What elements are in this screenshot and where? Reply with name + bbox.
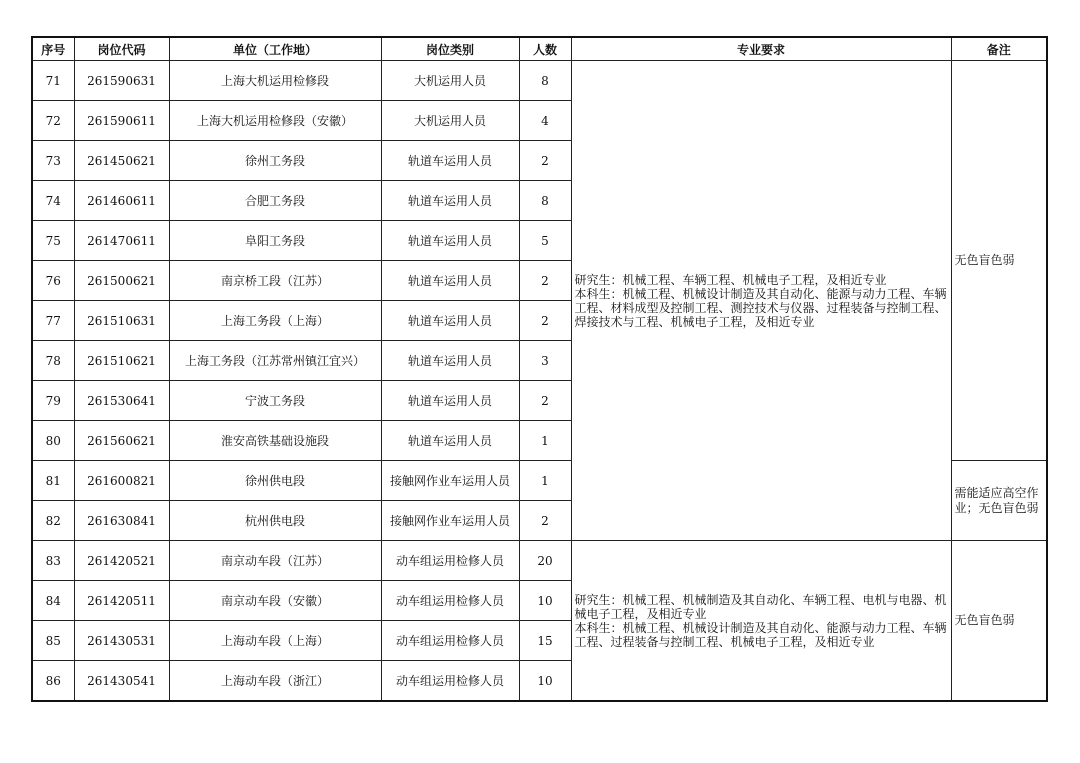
cell-category: 轨道车运用人员 [381, 421, 519, 461]
cell-code: 261600821 [74, 461, 169, 501]
cell-category: 轨道车运用人员 [381, 341, 519, 381]
cell-category: 动车组运用检修人员 [381, 661, 519, 702]
cell-unit: 宁波工务段 [169, 381, 381, 421]
cell-code: 261590631 [74, 61, 169, 101]
cell-seq: 83 [32, 541, 74, 581]
cell-code: 261510621 [74, 341, 169, 381]
cell-category: 轨道车运用人员 [381, 181, 519, 221]
cell-unit: 南京桥工段（江苏） [169, 261, 381, 301]
cell-seq: 77 [32, 301, 74, 341]
cell-category: 轨道车运用人员 [381, 301, 519, 341]
cell-unit: 南京动车段（安徽） [169, 581, 381, 621]
cell-seq: 82 [32, 501, 74, 541]
job-table-sheet [31, 36, 1048, 702]
cell-count: 15 [519, 621, 571, 661]
cell-seq: 76 [32, 261, 74, 301]
job-positions-table [31, 36, 1048, 702]
cell-category: 轨道车运用人员 [381, 141, 519, 181]
table-row [32, 541, 1047, 581]
cell-unit: 南京动车段（江苏） [169, 541, 381, 581]
cell-category: 轨道车运用人员 [381, 381, 519, 421]
table-row [32, 61, 1047, 101]
cell-count: 10 [519, 661, 571, 702]
requirements-group-2: 研究生：机械工程、机械制造及其自动化、车辆工程、电机与电器、机械电子工程，及相近专业 本科生：机械工程、机械设计制造及其自动化、能源与动力工程、车辆工程、过程装备与控制工程、机械电子工程，及相近专业 [571, 541, 951, 702]
cell-code: 261560621 [74, 421, 169, 461]
cell-seq: 75 [32, 221, 74, 261]
cell-code: 261470611 [74, 221, 169, 261]
header-code: 岗位代码 [74, 37, 169, 61]
cell-count: 2 [519, 301, 571, 341]
header-category: 岗位类别 [381, 37, 519, 61]
cell-code: 261450621 [74, 141, 169, 181]
cell-code: 261420511 [74, 581, 169, 621]
cell-category: 动车组运用检修人员 [381, 621, 519, 661]
cell-seq: 79 [32, 381, 74, 421]
cell-unit: 上海工务段（上海） [169, 301, 381, 341]
header-unit: 单位（工作地） [169, 37, 381, 61]
cell-category: 轨道车运用人员 [381, 261, 519, 301]
header-requirements: 专业要求 [571, 37, 951, 61]
cell-seq: 78 [32, 341, 74, 381]
cell-seq: 74 [32, 181, 74, 221]
remarks-group-1: 无色盲色弱 [951, 61, 1047, 461]
header-count: 人数 [519, 37, 571, 61]
cell-category: 大机运用人员 [381, 101, 519, 141]
cell-category: 接触网作业车运用人员 [381, 501, 519, 541]
cell-seq: 71 [32, 61, 74, 101]
cell-code: 261530641 [74, 381, 169, 421]
cell-category: 动车组运用检修人员 [381, 581, 519, 621]
cell-count: 3 [519, 341, 571, 381]
cell-count: 10 [519, 581, 571, 621]
cell-unit: 上海大机运用检修段（安徽） [169, 101, 381, 141]
cell-seq: 80 [32, 421, 74, 461]
cell-unit: 徐州工务段 [169, 141, 381, 181]
cell-count: 8 [519, 61, 571, 101]
cell-code: 261420521 [74, 541, 169, 581]
cell-count: 2 [519, 261, 571, 301]
header-row [32, 37, 1047, 61]
cell-category: 动车组运用检修人员 [381, 541, 519, 581]
cell-code: 261590611 [74, 101, 169, 141]
cell-unit: 淮安高铁基础设施段 [169, 421, 381, 461]
cell-unit: 杭州供电段 [169, 501, 381, 541]
remarks-group-3: 无色盲色弱 [951, 541, 1047, 702]
cell-category: 大机运用人员 [381, 61, 519, 101]
cell-code: 261510631 [74, 301, 169, 341]
cell-seq: 72 [32, 101, 74, 141]
cell-count: 1 [519, 461, 571, 501]
cell-category: 接触网作业车运用人员 [381, 461, 519, 501]
cell-unit: 阜阳工务段 [169, 221, 381, 261]
cell-count: 1 [519, 421, 571, 461]
cell-seq: 86 [32, 661, 74, 702]
requirements-group-1: 研究生：机械工程、车辆工程、机械电子工程，及相近专业 本科生：机械工程、机械设计制造及其自动化、能源与动力工程、车辆工程、材料成型及控制工程、测控技术与仪器、过程装备与控制工程、焊接技术与工程、机械电子工程，及相近专业 [571, 61, 951, 541]
cell-unit: 合肥工务段 [169, 181, 381, 221]
cell-count: 2 [519, 381, 571, 421]
cell-code: 261630841 [74, 501, 169, 541]
cell-category: 轨道车运用人员 [381, 221, 519, 261]
cell-unit: 上海工务段（江苏常州镇江宜兴） [169, 341, 381, 381]
cell-seq: 85 [32, 621, 74, 661]
cell-count: 8 [519, 181, 571, 221]
cell-count: 2 [519, 141, 571, 181]
cell-count: 20 [519, 541, 571, 581]
cell-count: 2 [519, 501, 571, 541]
remarks-group-2: 需能适应高空作业；无色盲色弱 [951, 461, 1047, 541]
header-seq: 序号 [32, 37, 74, 61]
cell-code: 261460611 [74, 181, 169, 221]
cell-code: 261430541 [74, 661, 169, 702]
cell-seq: 84 [32, 581, 74, 621]
cell-unit: 上海大机运用检修段 [169, 61, 381, 101]
header-remarks: 备注 [951, 37, 1047, 61]
cell-unit: 徐州供电段 [169, 461, 381, 501]
cell-seq: 73 [32, 141, 74, 181]
cell-code: 261500621 [74, 261, 169, 301]
cell-count: 5 [519, 221, 571, 261]
cell-count: 4 [519, 101, 571, 141]
cell-seq: 81 [32, 461, 74, 501]
cell-unit: 上海动车段（上海） [169, 621, 381, 661]
cell-code: 261430531 [74, 621, 169, 661]
cell-unit: 上海动车段（浙江） [169, 661, 381, 702]
